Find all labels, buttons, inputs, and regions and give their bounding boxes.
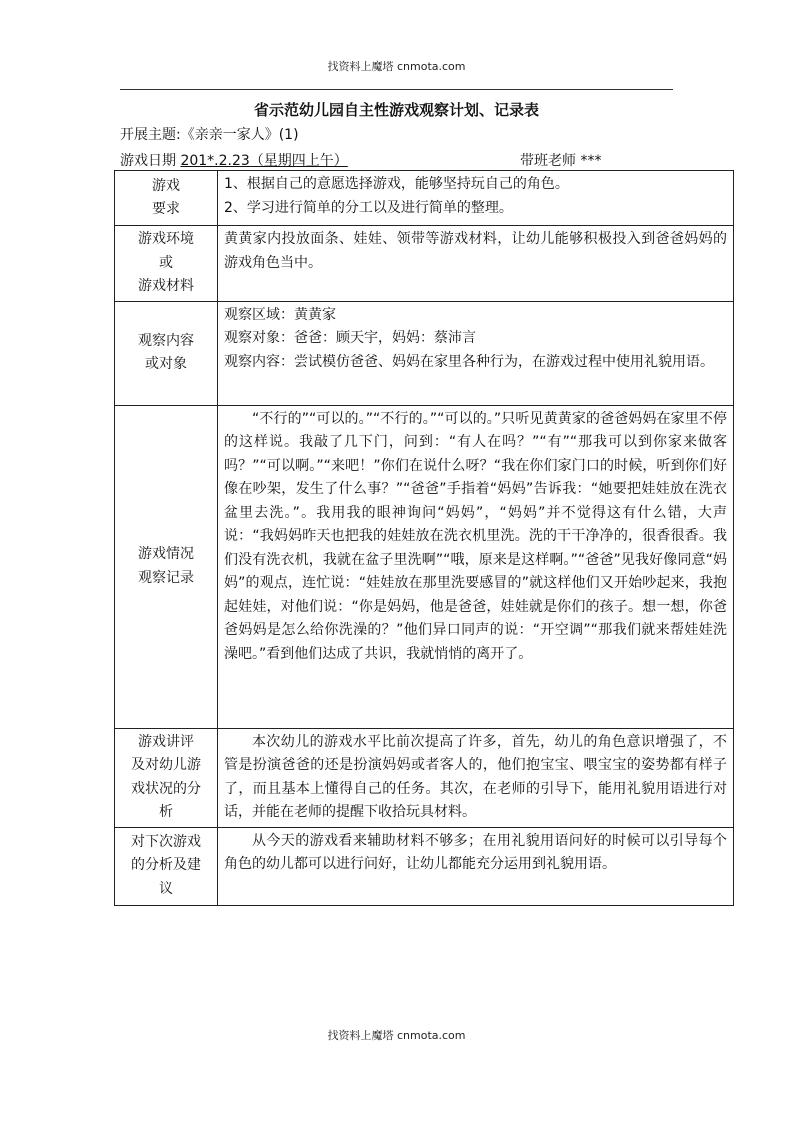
evaluation-paragraph: 本次幼儿的游戏水平比前次提高了许多，首先，幼儿的角色意识增强了，不管是扮演爸爸的还是扮演妈妈或者客人的，他们抱宝宝、喂宝宝的姿势都有样子了，而且基本上懂得自己的任务。其次，在老师的引导下，能用礼貌用语进行对话，并能在老师的提醒下收拾玩具材料。	[224, 733, 727, 820]
row-content-requirements	[218, 171, 734, 226]
row-content-observation-target	[218, 301, 734, 405]
row-content-observation-record	[218, 405, 734, 728]
observation-paragraph: “不行的”“可以的。”“不行的。”“可以的。”只听见黄黄家的爸爸妈妈在家里不停的这样说。我敲了几下门，问到：“有人在吗？”“有”“那我可以到你家来做客吗？”“可以啊。”“来吧！”你们在说什么呀？“我在你们家门口的时候，听到你们好像在吵架，发生了什么事？”“爸爸”手指着“妈妈”告诉我：“她要把娃娃放在洗衣盆里去洗。”。我用我的眼神询问“妈妈”，“妈妈”并不觉得这有什么错，大声说：“我妈妈昨天也把我的娃娃放在洗衣机里洗。洗的干干净净的，很香很香。我们没有洗衣机，我就在盆子里洗啊”“哦，原来是这样啊。”“爸爸”见我好像同意“妈妈”的观点，连忙说：“娃娃放在那里洗要感冒的”就这样他们又开始吵起来，我抱起娃娃，对他们说：“你是妈妈，他是爸爸，娃娃就是你们的孩子。想一想，你爸爸妈妈是怎么给你洗澡的？”他们异口同声的说：“开空调”“那我们就来帮娃娃洗澡吧。”看到他们达成了共识，我就悄悄的离开了。	[224, 410, 727, 662]
label-line: 析	[159, 804, 173, 820]
footer-site-text: 找资料上魔塔 cnmota.com	[327, 1029, 466, 1042]
label-line: 或对象	[145, 356, 187, 372]
content-line: 观察对象：爸爸：顾天宇，妈妈：蔡沛言	[224, 330, 476, 346]
theme-line: 开展主题:《亲亲一家人》(1)	[120, 127, 299, 143]
label-line: 观察内容	[138, 332, 194, 349]
content-line: 观察内容：尝试模仿爸爸、妈妈在家里各种行为，在游戏过程中使用礼貌用语。	[224, 353, 714, 370]
label-line: 观察记录	[138, 569, 194, 586]
row-content-materials	[218, 226, 734, 302]
date-label: 游戏日期	[120, 153, 176, 169]
label-line: 游戏环境	[138, 231, 194, 247]
header-divider	[120, 89, 673, 90]
content-line: 2、学习进行简单的分工以及进行简单的整理。	[224, 199, 513, 216]
row-label-materials	[115, 226, 218, 302]
table-row	[115, 226, 734, 302]
label-line: 或	[159, 254, 173, 271]
label-line: 游戏情况	[138, 546, 194, 562]
row-label-observation-record	[115, 405, 218, 728]
row-content-next-suggestions	[218, 827, 734, 905]
table-row	[115, 171, 734, 226]
label-line: 对下次游戏	[131, 833, 201, 850]
label-line: 要求	[152, 201, 180, 217]
label-line: 的分析及建	[131, 857, 201, 874]
row-label-next-suggestions	[115, 827, 218, 905]
date-line	[120, 150, 348, 170]
row-content-evaluation	[218, 728, 734, 827]
row-label-observation-target	[115, 301, 218, 405]
row-label-requirements	[115, 171, 218, 226]
label-line: 议	[159, 880, 173, 897]
record-table	[114, 170, 734, 906]
label-line: 戏状况的分	[131, 780, 201, 797]
label-line: 及对幼儿游	[131, 757, 201, 773]
header-site-text: 找资料上魔塔 cnmota.com	[327, 60, 466, 73]
row-label-evaluation	[115, 728, 218, 827]
document-title: 省示范幼儿园自主性游戏观察计划、记录表	[253, 101, 539, 119]
teacher-line: 带班老师 ***	[520, 153, 602, 169]
table-row	[115, 827, 734, 905]
suggestions-paragraph: 从今天的游戏看来辅助材料不够多；在用礼貌用语问好的时候可以引导每个角色的幼儿都可以进行问好，让幼儿都能充分运用到礼貌用语。	[224, 832, 727, 872]
date-value: 201*.2.23（星期四上午）	[180, 153, 348, 169]
table-row	[115, 405, 734, 728]
content-line: 1、根据自己的意愿选择游戏，能够坚持玩自己的角色。	[224, 176, 569, 192]
table-row	[115, 301, 734, 405]
label-line: 游戏讲评	[138, 733, 194, 750]
label-line: 游戏材料	[138, 278, 194, 294]
content-line: 观察区域：黄黄家	[224, 306, 336, 323]
table-row	[115, 728, 734, 827]
label-line: 游戏	[152, 177, 180, 194]
content-line: 黄黄家内投放面条、娃娃、领带等游戏材料，让幼儿能够积极投入到爸爸妈妈的游戏角色当中。	[224, 231, 727, 271]
